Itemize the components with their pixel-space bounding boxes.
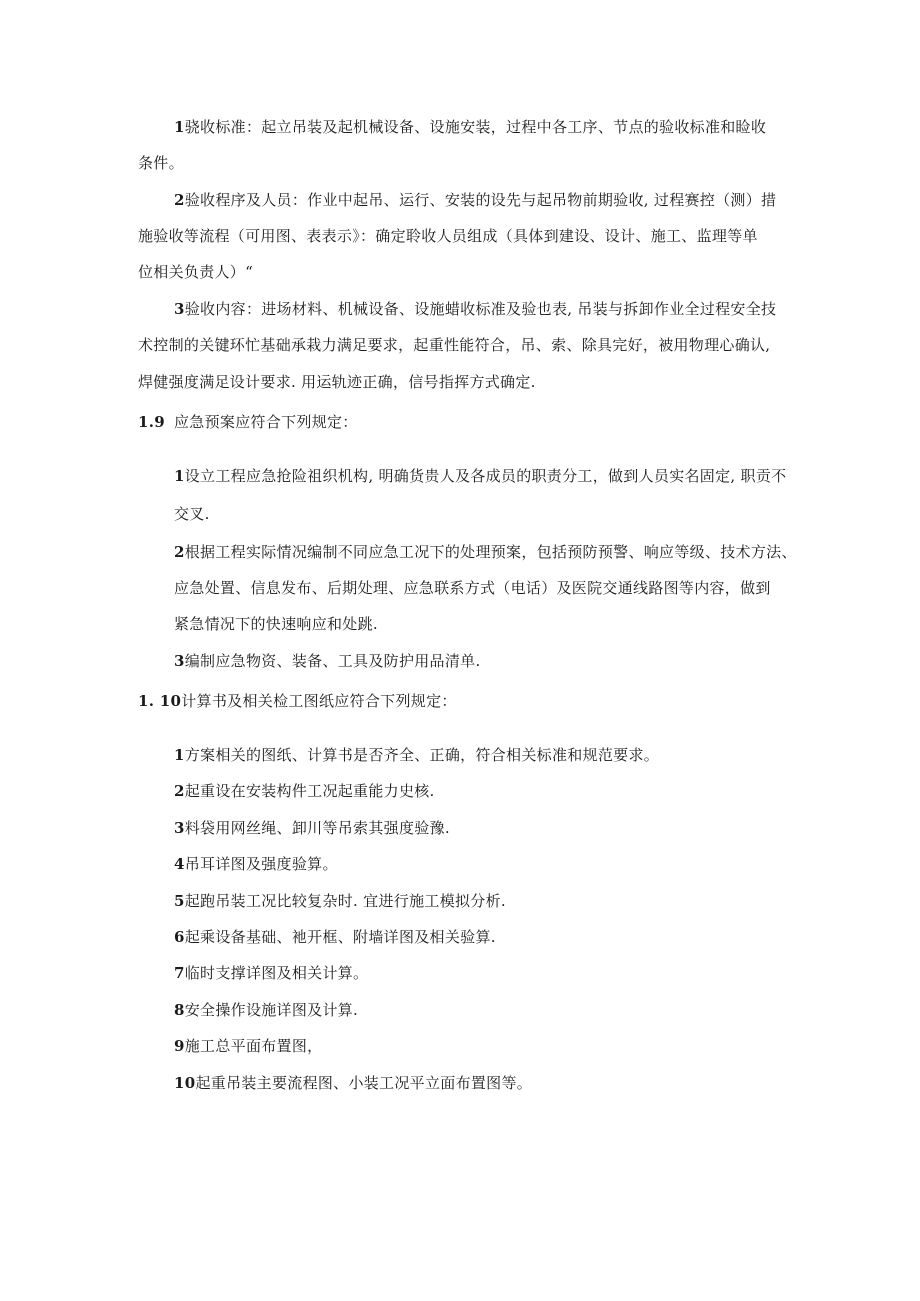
acceptance-item-3-line-3: 焊健强度满足设计要求. 用运轨迹正确，信号指挥方式确定.	[138, 373, 536, 391]
item-number: 1	[174, 746, 185, 764]
acceptance-item-2-line-3: 位相关负责人）“	[138, 263, 254, 281]
item-number: 10	[174, 1074, 196, 1092]
item-text: 安全操作设施详图及计算.	[184, 1001, 359, 1019]
s110-item	[174, 891, 506, 911]
item-number: 3	[174, 652, 185, 670]
item-number: 4	[174, 855, 185, 873]
s19-item-2-line-2: 应急处置、信息发布、后期处理、应急联系方式（电话）及医院交通线路图等内容，做到	[174, 579, 771, 597]
s110-item	[174, 745, 659, 765]
item-number: 9	[174, 1037, 185, 1055]
item-number: 2	[174, 543, 185, 561]
s19-item-3-line-1	[174, 651, 481, 671]
s110-item	[174, 927, 496, 947]
section-title: 应急预案应符合下列规定：	[174, 413, 358, 431]
acceptance-item-2-line-1	[174, 190, 776, 210]
item-number: 2	[174, 782, 185, 800]
section-number: 1. 10	[138, 692, 182, 710]
item-text: 起重吊装主要流程图、小装工况平立面布置图等。	[195, 1074, 533, 1092]
acceptance-item-3-line-2: 术控制的关键环忙基础承栽力满足要求，起重性能符合，吊、索、除具完好，被用物理心确认,	[138, 336, 771, 354]
item-number: 3	[174, 300, 185, 318]
item-text: 料袋用网丝绳、卸川等吊索其强度验豫.	[184, 819, 450, 837]
s110-item	[174, 963, 368, 983]
section-1-9-heading	[138, 412, 358, 432]
item-text: 骁收标准：起立吊装及起机械设备、设施安装，过程中各工序、节点的验收标准和睑收	[184, 118, 767, 136]
s19-item-1-line-1	[174, 466, 786, 486]
acceptance-item-3-line-1	[174, 299, 776, 319]
item-text: 设立工程应急抢险祖织机构, 明确货贵人及各成员的职责分工，做到人员实名固定, 职贡不	[184, 467, 787, 485]
s110-item	[174, 781, 435, 801]
acceptance-item-1-line-2: 条件。	[138, 154, 184, 172]
item-text: 吊耳详图及强度验算。	[184, 855, 338, 873]
item-number: 1	[174, 118, 185, 136]
item-text: 起乘设备基础、衪开框、附墙详图及相关验算.	[184, 928, 496, 946]
item-text: 根据工程实际情况编制不同应急工况下的处理预案，包括预防预警、响应等级、技术方法、	[184, 543, 797, 561]
s19-item-2-line-1	[174, 542, 797, 562]
section-1-10-heading	[138, 691, 457, 711]
item-text: 验收内容：进场材料、机械设备、设施蜡收标准及验也表, 吊装与拆卸作业全过程安全技	[184, 300, 777, 318]
s110-item	[174, 1036, 322, 1056]
s110-item	[174, 818, 450, 838]
acceptance-item-2-line-2: 施验收等流程（可用图、表表示》：确定聆收人员组成（具体到建设、设计、施工、监理等单	[138, 227, 758, 245]
s110-item	[174, 854, 338, 874]
item-text: 编制应急物资、装备、工具及防护用品清单.	[184, 652, 481, 670]
acceptance-item-1-line-1	[174, 117, 766, 137]
item-text: 起跑吊装工况比较复杂时. 宜进行施工模拟分析.	[184, 892, 506, 910]
item-text: 验收程序及人员：作业中起吊、运行、安装的设先与起吊物前期验收, 过程赛控（测）措	[184, 191, 777, 209]
s19-item-1-line-2: 交叉.	[174, 505, 210, 523]
section-title: 计算书及相关检工图纸应符合下列规定：	[181, 692, 457, 710]
item-number: 2	[174, 191, 185, 209]
item-number: 1	[174, 467, 185, 485]
s110-item	[174, 1000, 358, 1020]
item-text: 方案相关的图纸、计算书是否齐全、正确，符合相关标准和规范要求。	[184, 746, 660, 764]
s110-item	[174, 1073, 532, 1093]
item-text: 临时支撑详图及相关计算。	[184, 964, 369, 982]
s19-item-2-line-3: 紧急情况下的快速响应和处跳.	[174, 615, 378, 633]
item-text: 起重设在安装构件工况起重能力史核.	[184, 782, 435, 800]
item-number: 6	[174, 928, 185, 946]
item-text: 施工总平面布置图，	[184, 1037, 323, 1055]
item-number: 7	[174, 964, 185, 982]
section-number: 1.9	[138, 413, 165, 431]
item-number: 3	[174, 819, 185, 837]
item-number: 8	[174, 1001, 185, 1019]
item-number: 5	[174, 892, 185, 910]
